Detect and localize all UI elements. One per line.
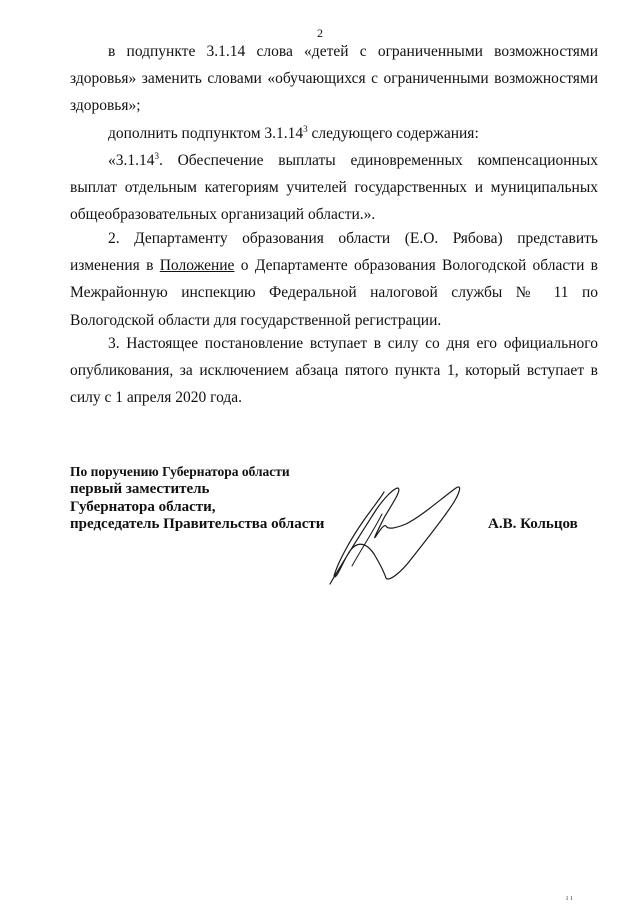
page-number: 2 [317,26,323,40]
item-2-text-end: о Департаменте образования Вологодской области в Межрайонную инспекцию Федеральной налоговой службы № 11 по Вологодской области для государственной регистрации. [70,257,598,329]
superscript: 3 [154,151,159,161]
paragraph-add-subpoint-text: дополнить подпунктом 3.1.14 [108,125,304,142]
item-2-text-start: 2. Департаменту образования области (Е.О. Рябова) представить изменения в [70,230,598,275]
signature-line-chairman: председатель Правительства области [70,516,325,532]
scan-mark: ı ı [566,893,573,902]
signature-stroke [330,487,460,584]
signature-line-on-behalf: По поручению Губернатора области [70,464,290,479]
signature-line-governor: Губернатора области, [70,499,216,515]
signatory-name: А.В. Кольцов [488,516,578,532]
quote-body: . Обеспечение выплаты единовременных компенсационных выплат отдельным категориям учителей государственных и муниципальных общеобразовательных организаций области.». [70,152,598,224]
paragraph-item-2 [70,225,598,334]
paragraph-subpoint-3-1-14: в подпункте 3.1.14 слова «детей с ограниченными возможностями здоровья» заменить словами «обучающихся с ограниченными возможностями здоровья»; [70,43,598,115]
paragraph-item-3: 3. Настоящее постановление вступает в силу со дня его официального опубликования, за исключением абзаца пятого пункта 1, который вступает в силу с 1 апреля 2020 года. [70,335,598,407]
link-polozhenie[interactable]: Положение [159,257,235,275]
signature-line-position: первый заместитель [70,481,210,497]
quote-start: «3.1.14 [108,152,155,169]
superscript: 3 [303,124,308,134]
paragraph-add-subpoint-text-end: следующего содержания: [307,125,479,142]
paragraph-new-subpoint-text [70,147,598,229]
paragraph-add-subpoint [70,120,598,147]
handwritten-signature [322,474,482,589]
